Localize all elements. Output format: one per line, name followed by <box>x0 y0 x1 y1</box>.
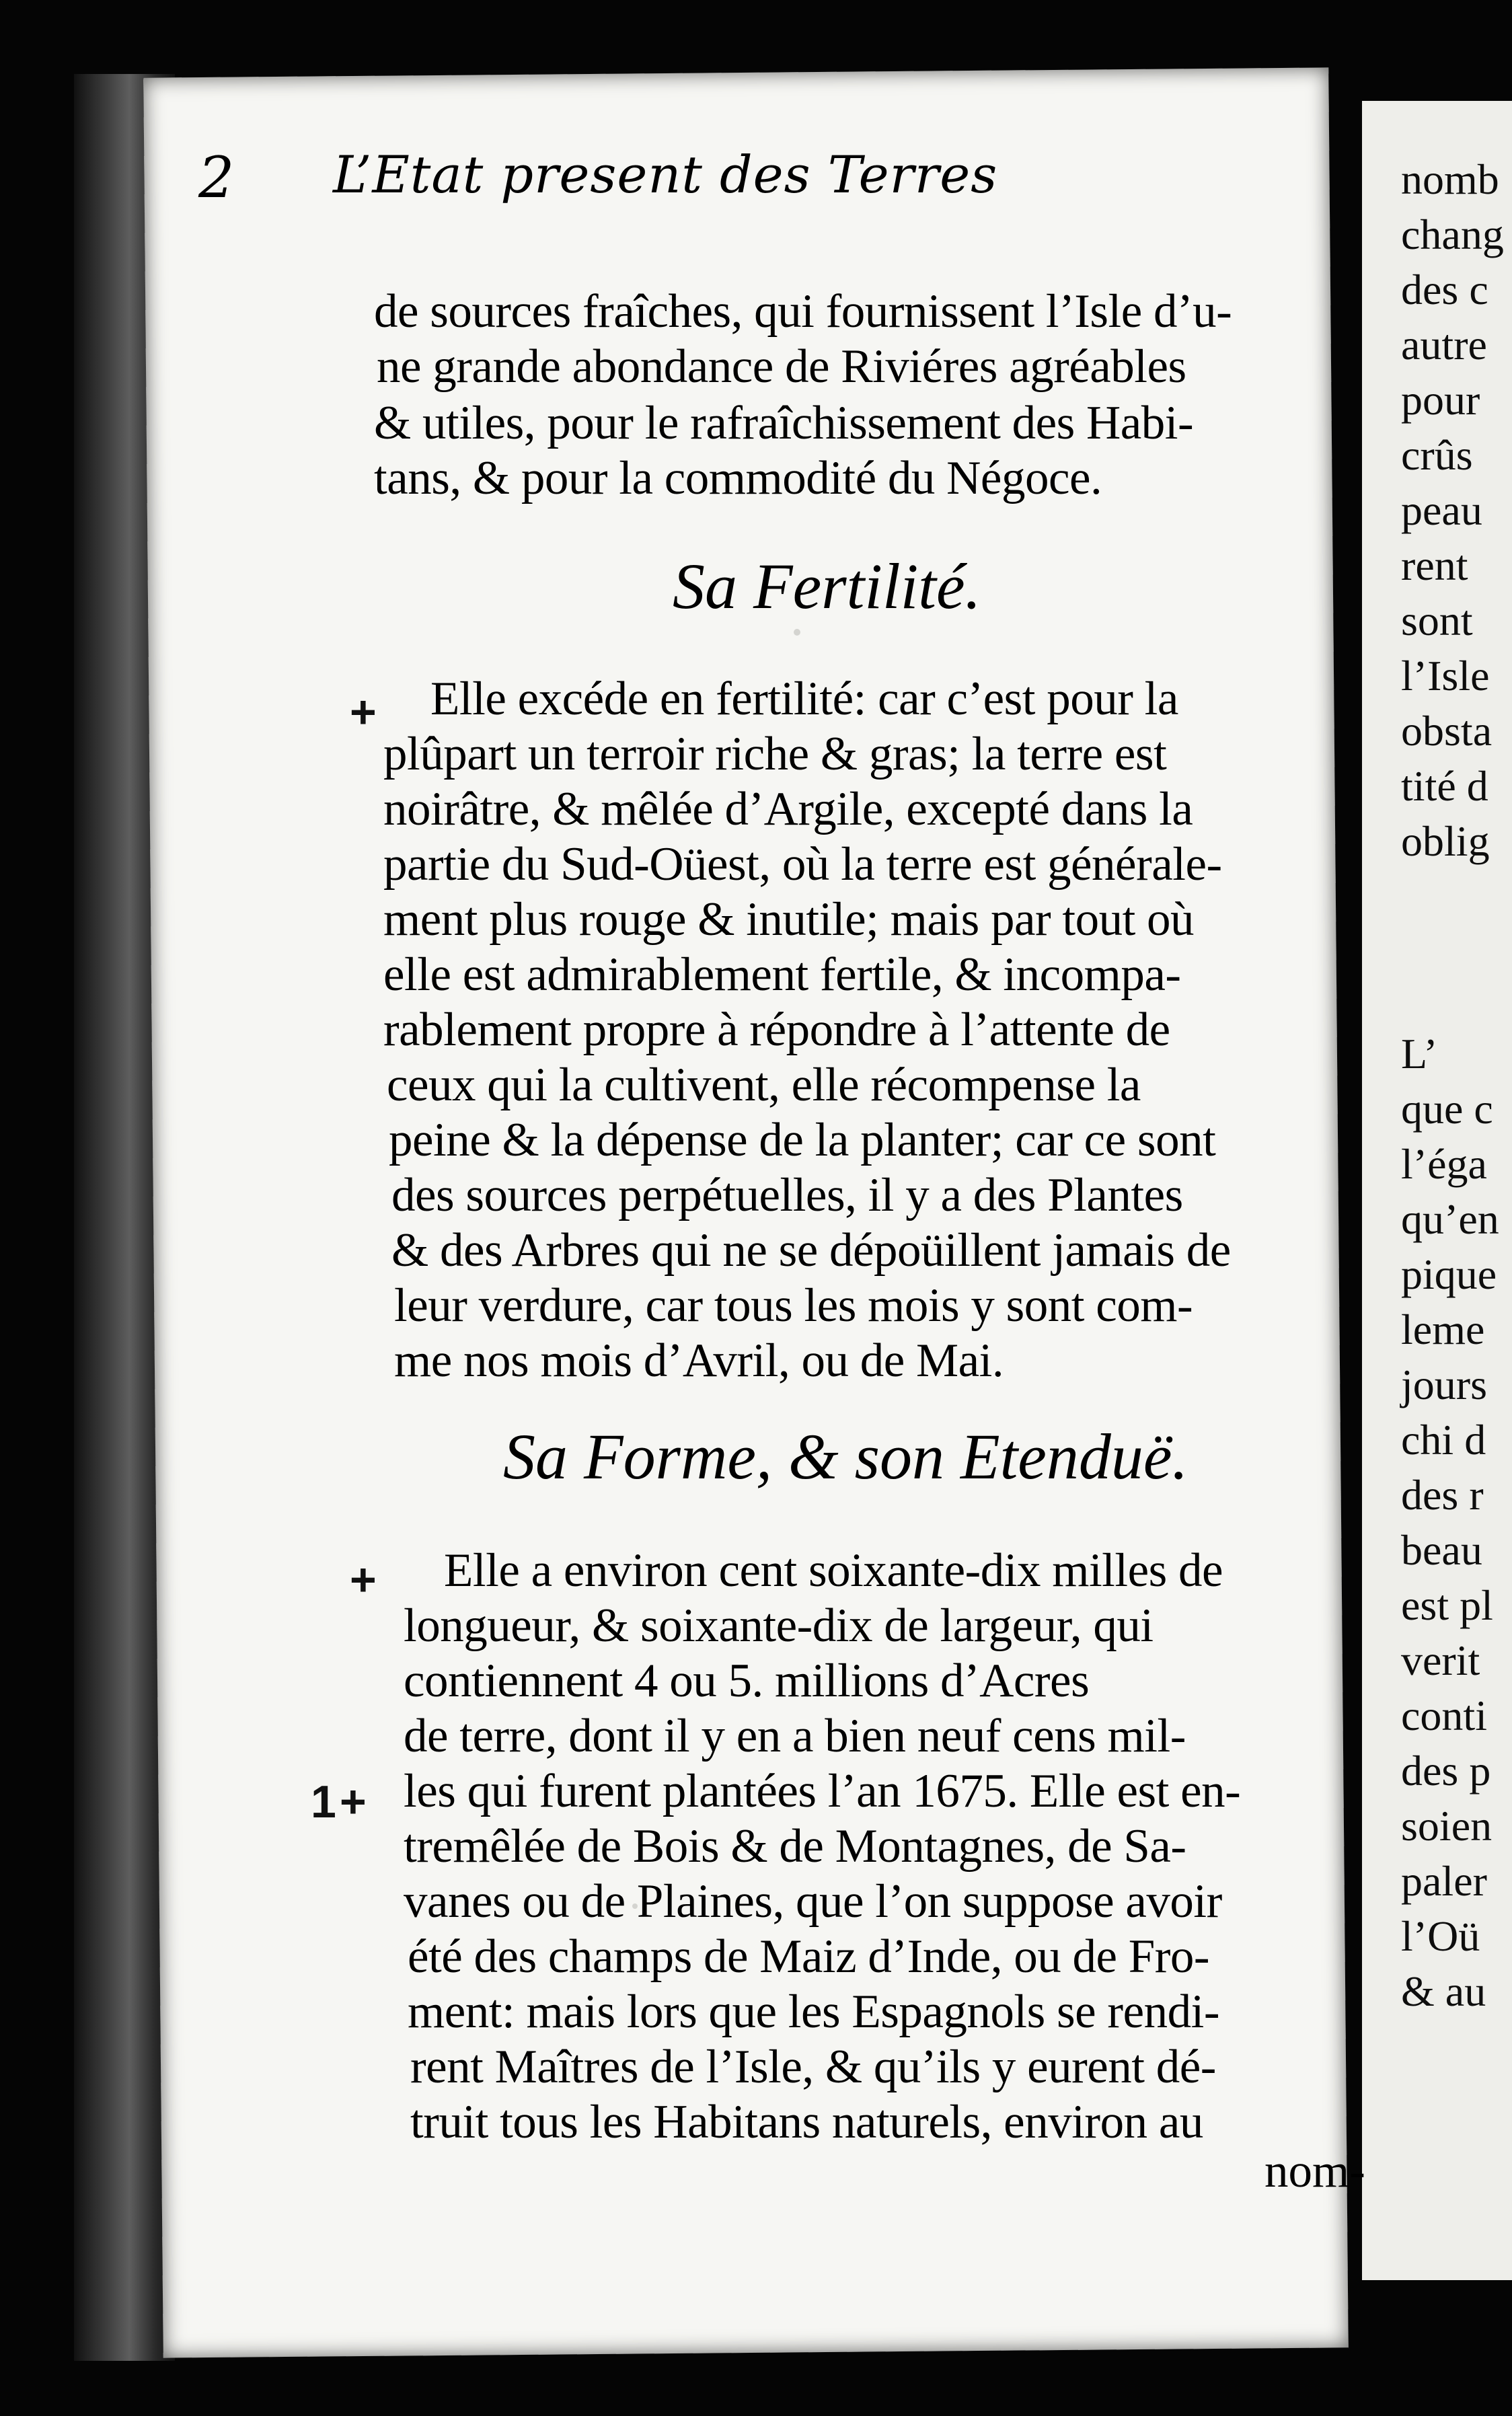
text-line: de terre, dont il y en a bien neuf cens mil- <box>404 1710 1186 1762</box>
text-line: rablement propre à répondre à l’attente de <box>383 1004 1170 1056</box>
facing-page-text-fragment: nomb <box>1401 155 1499 203</box>
text-line: les qui furent plantées l’an 1675. Elle est en- <box>404 1765 1241 1817</box>
text-line: ceux qui la cultivent, elle récompense la <box>387 1059 1141 1111</box>
page-number: 2 <box>198 145 235 211</box>
margin-mark: + <box>350 1554 377 1606</box>
facing-page-text-fragment: leme <box>1401 1306 1485 1353</box>
facing-page-text-fragment: sont <box>1401 597 1473 644</box>
facing-page-text-fragment: des p <box>1401 1747 1491 1795</box>
text-line: longueur, & soixante-dix de largeur, qui <box>404 1599 1154 1652</box>
facing-page-text-fragment: que c <box>1401 1085 1493 1133</box>
facing-page-text-fragment: chang <box>1401 211 1504 258</box>
facing-page-text-fragment: pour <box>1401 376 1480 424</box>
text-line: truit tous les Habitans naturels, environ au <box>410 2096 1203 2148</box>
text-line: me nos mois d’Avril, ou de Mai. <box>394 1334 1004 1387</box>
facing-page-text-fragment: oblig <box>1401 817 1490 865</box>
facing-page-text-fragment: & au <box>1401 1967 1486 2015</box>
catchword: nom- <box>1264 2145 1365 2197</box>
text-line: contiennent 4 ou 5. millions d’Acres <box>404 1655 1090 1707</box>
text-line: ment plus rouge & inutile; mais par tout où <box>383 893 1195 946</box>
running-head <box>198 145 1207 225</box>
facing-page-text-fragment: obsta <box>1401 707 1492 755</box>
margin-mark: + <box>350 687 377 738</box>
text-line: & utiles, pour le rafraîchissement des Habi- <box>374 397 1194 449</box>
text-line: Elle a environ cent soixante-dix milles de <box>444 1544 1223 1597</box>
facing-page-text-fragment: L’ <box>1401 1030 1438 1078</box>
facing-page-text-fragment: l’éga <box>1401 1140 1487 1188</box>
text-line: Elle excéde en fertilité: car c’est pour la <box>430 673 1178 725</box>
facing-page-text-fragment: verit <box>1401 1636 1480 1684</box>
section-heading-form: Sa Forme, & son Etenduë. <box>503 1421 1188 1493</box>
facing-page-text-fragment: des c <box>1401 266 1488 313</box>
text-line: vanes ou de Plaines, que l’on suppose avoir <box>404 1875 1222 1928</box>
facing-page-text-fragment: crûs <box>1401 431 1473 479</box>
facing-page-text-fragment: conti <box>1401 1692 1487 1739</box>
text-line: & des Arbres qui ne se dépoüillent jamais de <box>391 1224 1231 1277</box>
facing-page-text-fragment: jours <box>1401 1361 1487 1408</box>
facing-page-text-fragment: paler <box>1401 1857 1487 1905</box>
margin-mark: + <box>340 1776 367 1827</box>
text-line: noirâtre, & mêlée d’Argile, excepté dans la <box>383 783 1193 835</box>
paper-fleck <box>794 629 800 636</box>
running-head-title: L’Etat present des Terres <box>333 145 998 204</box>
text-line: tans, & pour la commodité du Négoce. <box>374 452 1102 504</box>
text-line: partie du Sud-Oüest, où la terre est générale- <box>383 838 1222 891</box>
facing-page-text-fragment: beau <box>1401 1526 1482 1574</box>
facing-page-text-fragment: des r <box>1401 1471 1484 1519</box>
text-line: elle est admirablement fertile, & incompa- <box>383 948 1181 1001</box>
facing-page-text-fragment: chi d <box>1401 1416 1486 1464</box>
facing-page-text-fragment: rent <box>1401 541 1468 589</box>
text-line: été des champs de Maiz d’Inde, ou de Fro- <box>408 1930 1210 1983</box>
facing-page-text-fragment: peau <box>1401 486 1482 534</box>
margin-mark: 1 <box>311 1776 336 1827</box>
facing-page-text-fragment: pique <box>1401 1250 1497 1298</box>
text-line: ment: mais lors que les Espagnols se rendi- <box>408 1986 1219 2038</box>
text-line: rent Maîtres de l’Isle, & qu’ils y eurent dé- <box>410 2041 1216 2093</box>
facing-page-text-fragment: l’Isle <box>1401 652 1490 700</box>
text-line: peine & la dépense de la planter; car ce sont <box>389 1114 1216 1166</box>
facing-page-text-fragment: l’Oü <box>1401 1912 1480 1960</box>
text-line: leur verdure, car tous les mois y sont com- <box>394 1279 1193 1332</box>
text-line: tremêlée de Bois & de Montagnes, de Sa- <box>404 1820 1186 1873</box>
facing-page-text-fragment: autre <box>1401 321 1487 369</box>
facing-page-text-fragment: tité d <box>1401 762 1488 810</box>
facing-page-text-fragment: qu’en <box>1401 1195 1499 1243</box>
text-line: plûpart un terroir riche & gras; la terre est <box>383 728 1167 780</box>
text-line: de sources fraîches, qui fournissent l’Isle d’u- <box>374 285 1232 338</box>
text-line: ne grande abondance de Riviéres agréables <box>377 340 1186 393</box>
text-line: des sources perpétuelles, il y a des Plantes <box>391 1169 1183 1221</box>
facing-page-text-fragment: soien <box>1401 1802 1492 1850</box>
facing-page-text-fragment: est pl <box>1401 1581 1493 1629</box>
section-heading-fertility: Sa Fertilité. <box>673 550 981 622</box>
